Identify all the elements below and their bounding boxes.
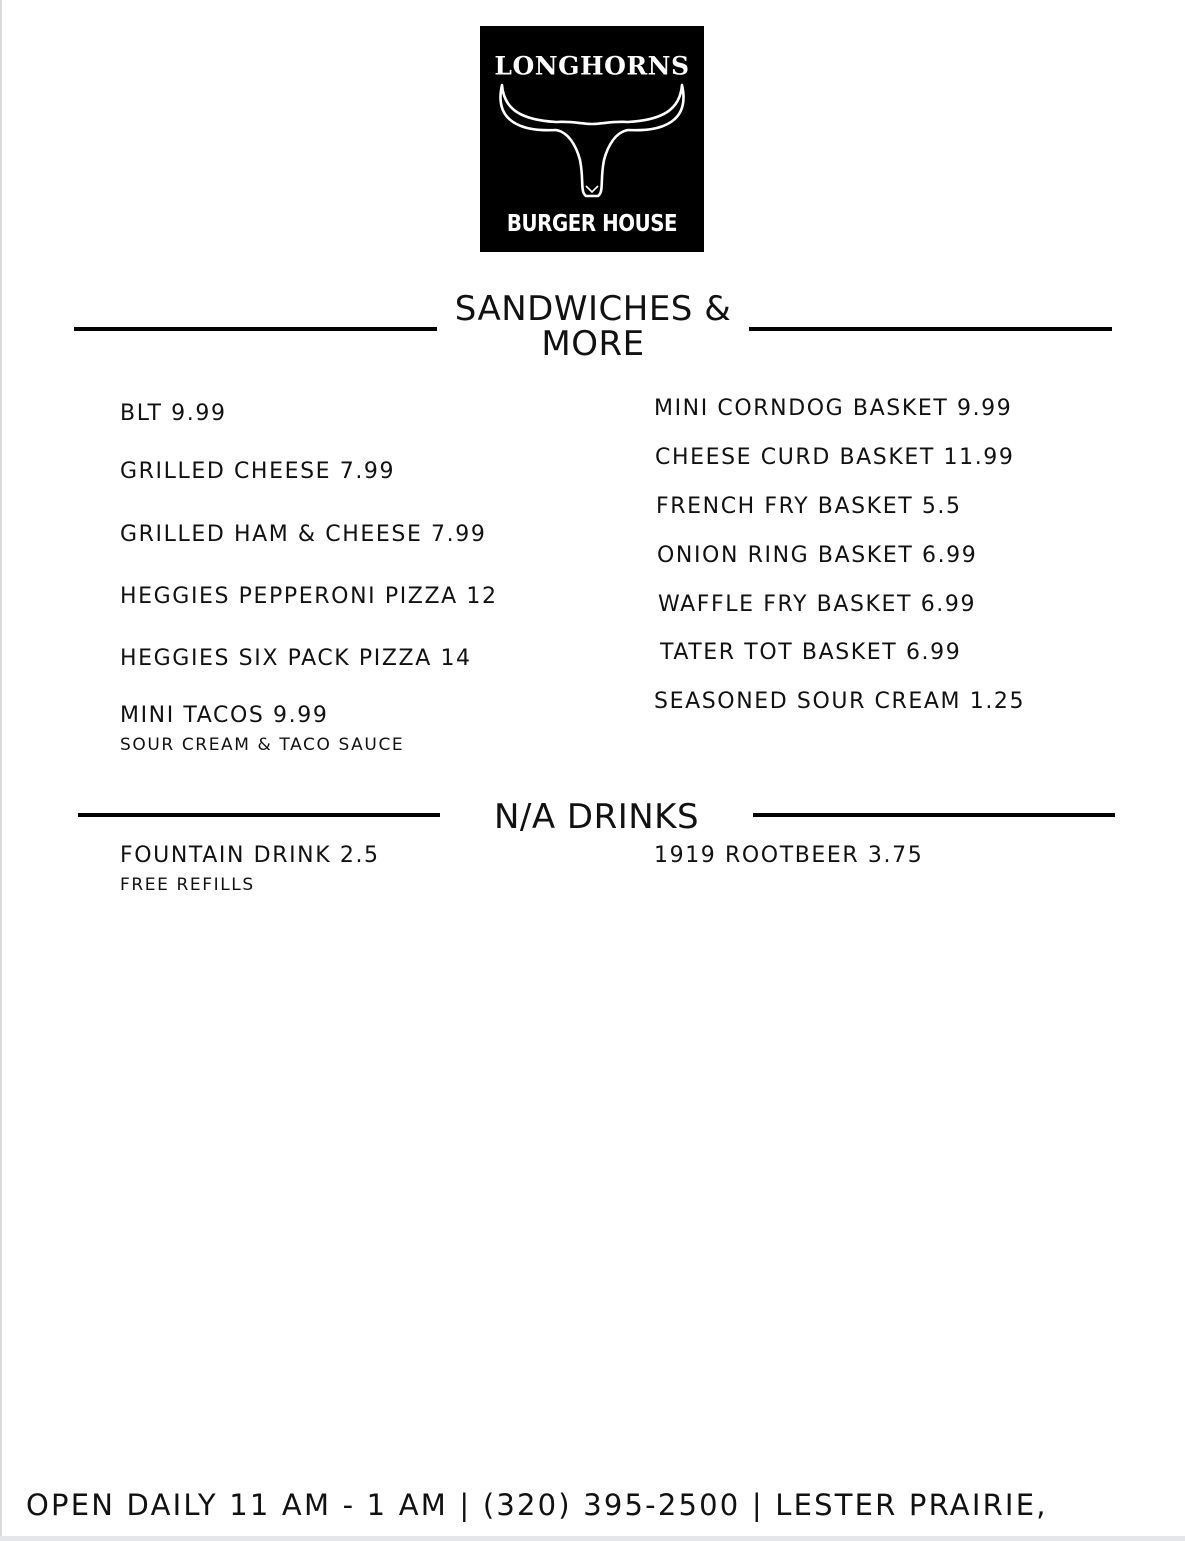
menu-item: GRILLED HAM & CHEESE 7.99: [120, 522, 487, 547]
menu-item-note: FREE REFILLS: [120, 875, 255, 895]
menu-item: HEGGIES PEPPERONI PIZZA 12: [120, 584, 498, 609]
menu-item: MINI CORNDOG BASKET 9.99: [654, 396, 1013, 421]
logo-bottom-text: BURGER HOUSE: [506, 211, 678, 237]
menu-item: FRENCH FRY BASKET 5.5: [656, 494, 962, 519]
longhorn-skull-icon: [494, 80, 690, 200]
section-rule-right: [749, 327, 1112, 331]
section-title-drinks: N/A DRINKS: [493, 797, 700, 837]
page-edge: [0, 0, 2, 1541]
menu-item: WAFFLE FRY BASKET 6.99: [658, 592, 977, 617]
menu-item: GRILLED CHEESE 7.99: [120, 459, 396, 484]
footer-info: OPEN DAILY 11 AM - 1 AM | (320) 395-2500 | LESTER PRAIRIE,: [26, 1488, 1048, 1522]
menu-item: HEGGIES SIX PACK PIZZA 14: [120, 646, 472, 671]
logo: [480, 26, 704, 252]
menu-item: SEASONED SOUR CREAM 1.25: [654, 689, 1026, 714]
menu-item: MINI TACOS 9.99: [120, 703, 329, 728]
menu-item: 1919 ROOTBEER 3.75: [654, 843, 924, 868]
section-rule-left: [74, 327, 437, 331]
menu-item: TATER TOT BASKET 6.99: [660, 640, 962, 665]
section-title-sandwiches: [437, 289, 749, 364]
logo-top-text: LONGHORNS: [494, 51, 690, 81]
section-rule-left: [78, 813, 440, 817]
menu-item: FOUNTAIN DRINK 2.5: [120, 843, 380, 868]
menu-item: BLT 9.99: [120, 401, 227, 426]
section-title-line2: MORE: [541, 324, 645, 364]
section-rule-right: [753, 813, 1115, 817]
bottom-strip: [0, 1536, 1185, 1541]
menu-item: ONION RING BASKET 6.99: [657, 543, 978, 568]
menu-item: CHEESE CURD BASKET 11.99: [655, 445, 1015, 470]
section-title-line1: SANDWICHES &: [454, 289, 732, 329]
menu-item-note: SOUR CREAM & TACO SAUCE: [120, 735, 405, 755]
